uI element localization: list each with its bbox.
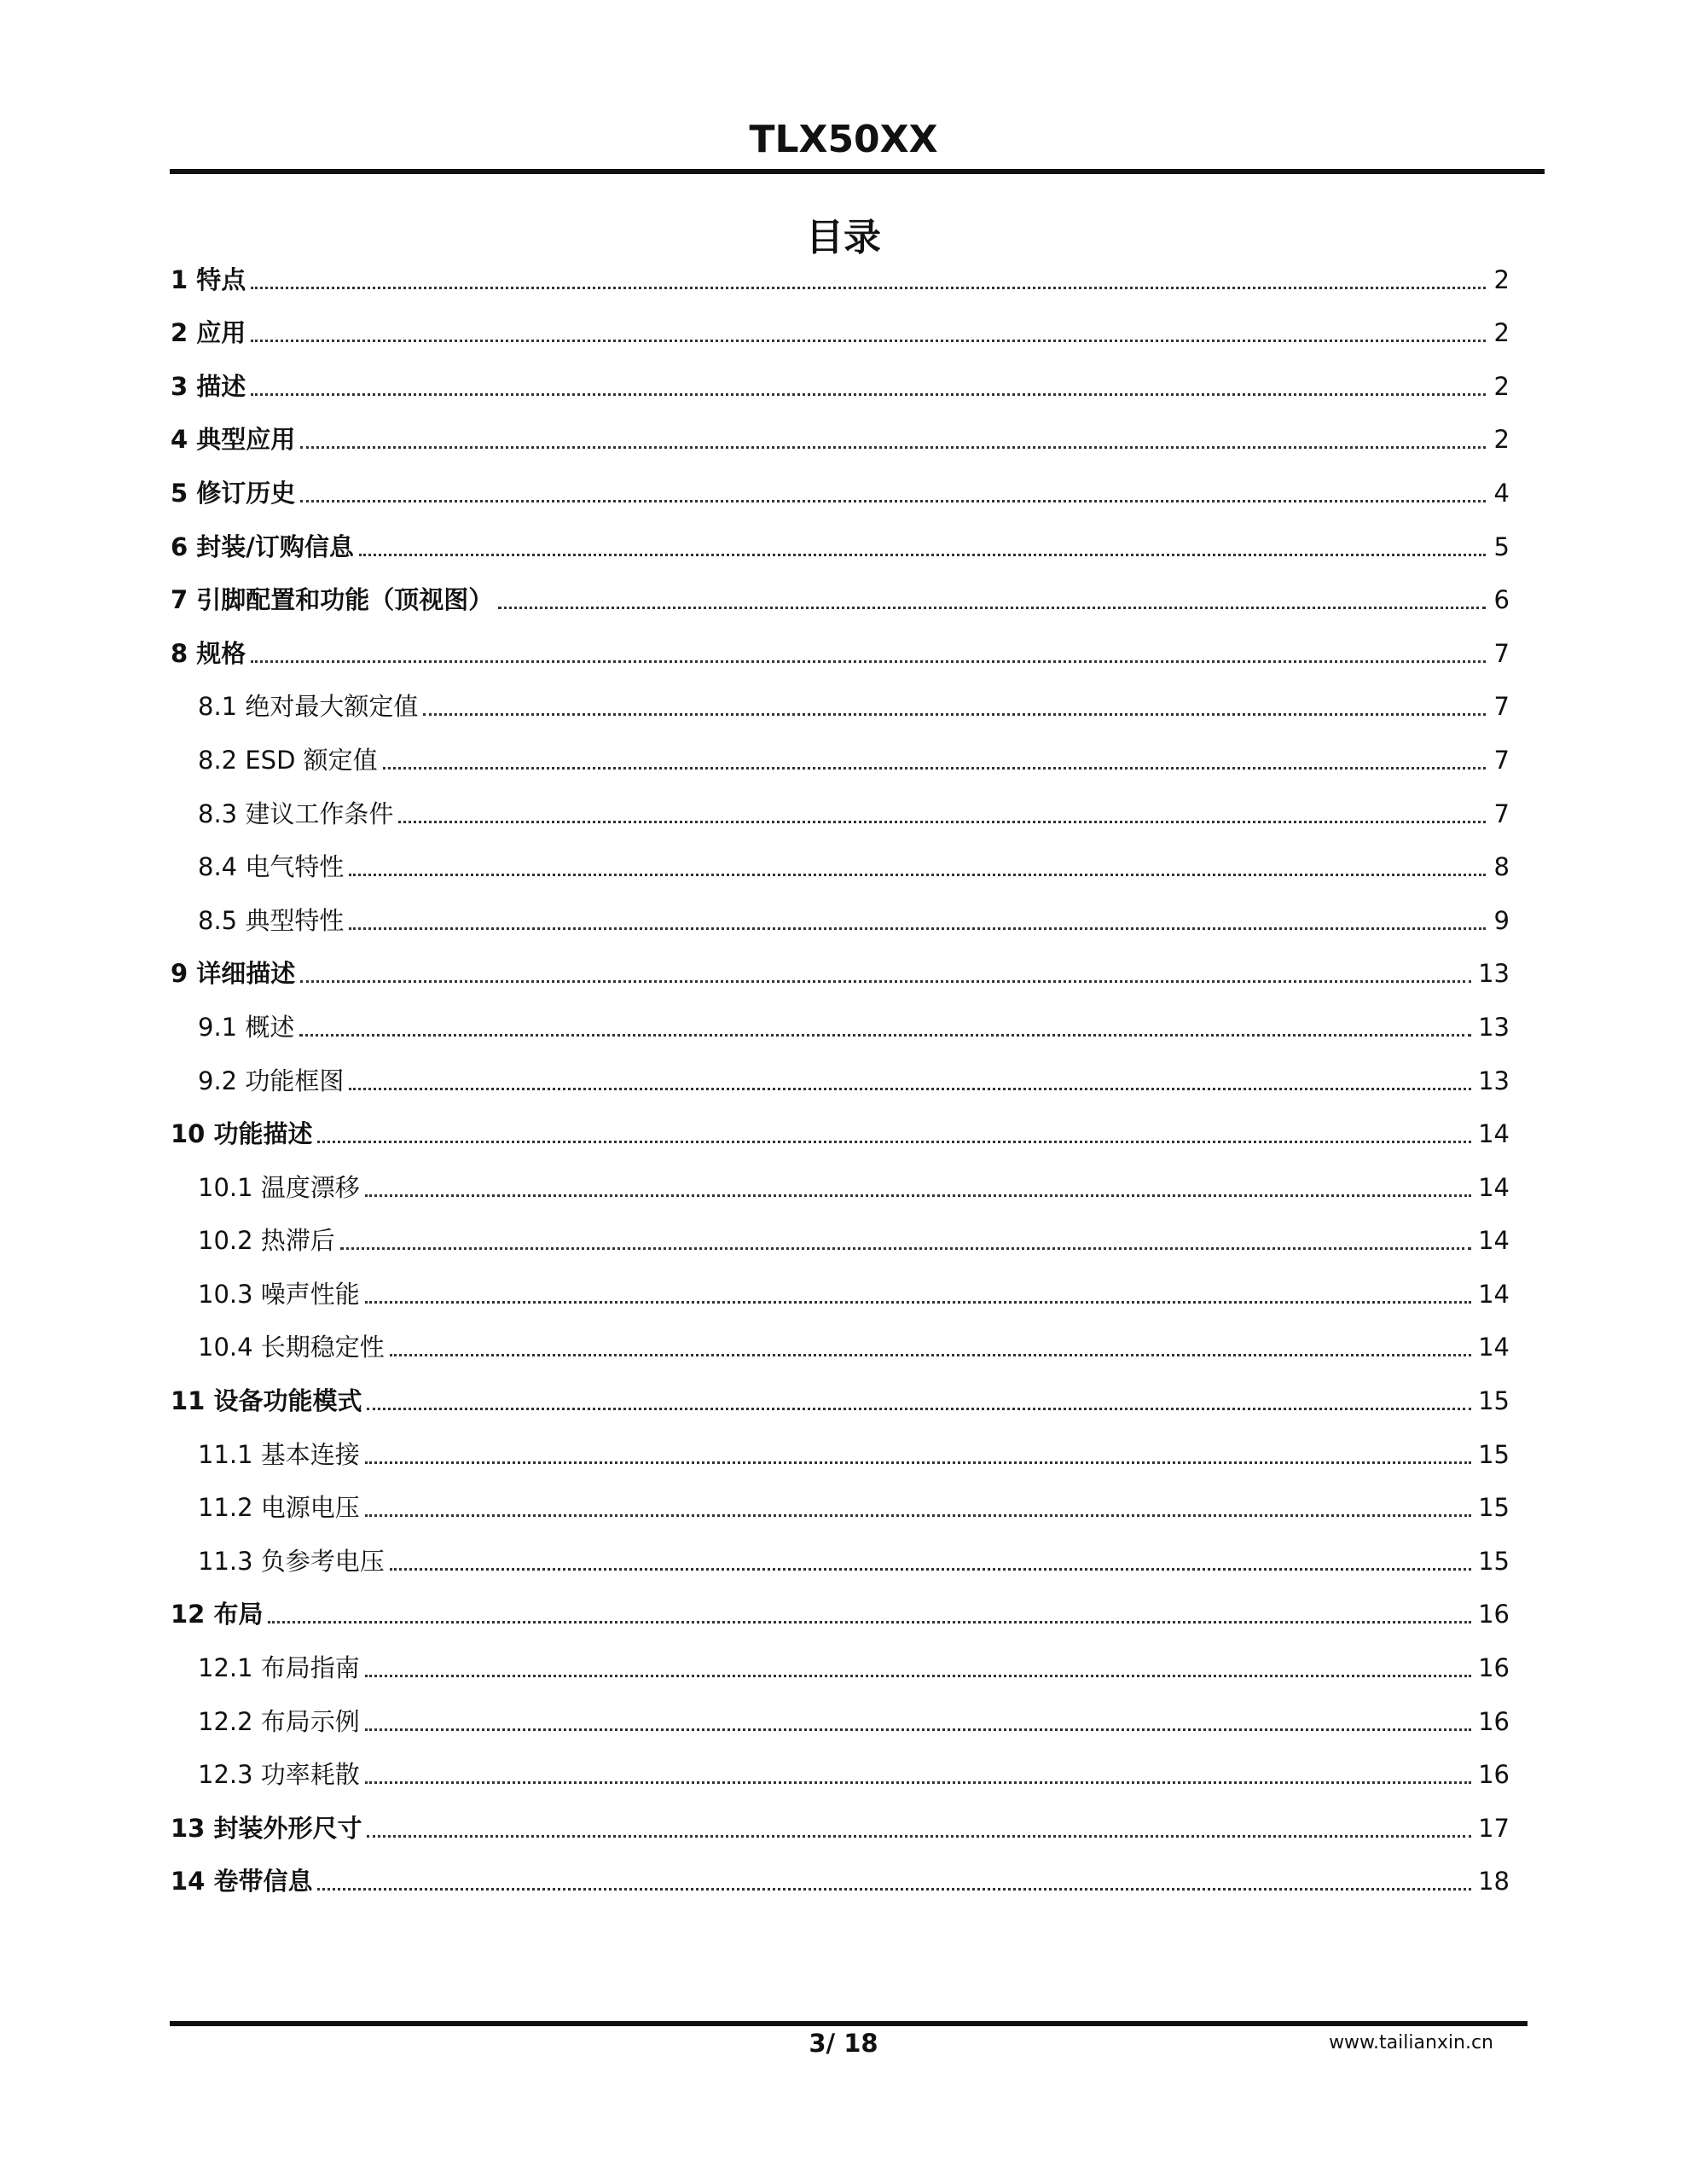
page-number: 3/ 18: [809, 2029, 878, 2058]
dot-leader: [365, 1514, 1471, 1517]
toc-entry-page: 7: [1493, 638, 1510, 668]
dot-leader: [268, 1621, 1471, 1623]
toc-entry-page: 14: [1478, 1333, 1510, 1362]
toc-entry-page: 16: [1478, 1706, 1510, 1736]
dot-leader: [349, 927, 1486, 930]
toc-entry-label: 11.3 负参考电压: [198, 1546, 385, 1576]
toc-entry-page: 15: [1478, 1386, 1510, 1416]
toc-entry-label: 8.2 ESD 额定值: [198, 745, 378, 775]
toc-entry-page: 15: [1478, 1493, 1510, 1523]
toc-entry-label: 12.2 布局示例: [198, 1706, 360, 1736]
toc-entry[interactable]: [171, 1854, 1510, 1908]
toc-entry[interactable]: [171, 1533, 1510, 1587]
dot-leader: [423, 713, 1486, 716]
toc-entry-page: 15: [1478, 1439, 1510, 1469]
toc-entry[interactable]: [171, 1426, 1510, 1480]
dot-leader: [365, 1728, 1471, 1731]
toc-entry-page: 9: [1493, 905, 1510, 935]
toc-entry-label: 12 布局: [171, 1600, 264, 1629]
toc-entry-label: 8.3 建议工作条件: [198, 799, 394, 828]
toc-entry[interactable]: [171, 1053, 1510, 1107]
toc-entry-label: 5 修订历史: [171, 478, 296, 508]
toc-entry-page: 6: [1493, 585, 1510, 615]
toc-entry[interactable]: [171, 1320, 1510, 1374]
toc-entry-label: 13 封装外形尺寸: [171, 1813, 362, 1843]
toc-entry-label: 12.3 功率耗散: [198, 1760, 360, 1790]
document-title: TLX50XX: [749, 118, 938, 161]
toc-entry-label: 12.1 布局指南: [198, 1653, 360, 1683]
toc-entry-label: 11 设备功能模式: [171, 1386, 362, 1416]
toc-entry[interactable]: [171, 1266, 1510, 1320]
toc-entry-label: 10 功能描述: [171, 1119, 313, 1149]
toc-entry[interactable]: [171, 1587, 1510, 1641]
toc-entry-page: 2: [1493, 371, 1510, 401]
toc-entry[interactable]: [171, 1480, 1510, 1534]
toc-entry-page: 7: [1493, 745, 1510, 775]
dot-leader: [365, 1461, 1471, 1464]
toc-entry-page: 13: [1478, 959, 1510, 989]
dot-leader: [365, 1301, 1471, 1304]
toc-entry-page: 14: [1478, 1279, 1510, 1309]
toc-entry-label: 11.1 基本连接: [198, 1439, 360, 1469]
toc-entry[interactable]: [171, 1373, 1510, 1426]
toc-entry-page: 2: [1493, 425, 1510, 455]
toc-entry-label: 7 引脚配置和功能（顶视图）: [171, 585, 494, 615]
toc-entry-label: 10.2 热滞后: [198, 1226, 335, 1256]
toc-entry-page: 4: [1493, 478, 1510, 508]
dot-leader: [367, 1408, 1471, 1410]
toc-entry[interactable]: [171, 519, 1510, 572]
toc-entry[interactable]: [171, 252, 1510, 305]
dot-leader: [367, 1835, 1471, 1838]
toc-entry[interactable]: [171, 1159, 1510, 1213]
dot-leader: [349, 1088, 1471, 1090]
toc-entry-label: 6 封装/订购信息: [171, 531, 354, 561]
toc-entry-label: 8.4 电气特性: [198, 852, 345, 882]
table-of-contents: [171, 252, 1510, 1907]
toc-entry-label: 11.2 电源电压: [198, 1493, 360, 1523]
toc-entry-page: 16: [1478, 1760, 1510, 1790]
toc-entry[interactable]: [171, 839, 1510, 893]
dot-leader: [398, 821, 1486, 823]
toc-entry-label: 3 描述: [171, 371, 246, 401]
dot-leader: [300, 980, 1471, 983]
toc-entry-page: 13: [1478, 1012, 1510, 1042]
toc-entry-label: 9.2 功能框图: [198, 1066, 345, 1095]
dot-leader: [498, 607, 1486, 609]
toc-entry[interactable]: [171, 999, 1510, 1053]
toc-entry-label: 14 卷带信息: [171, 1867, 313, 1896]
toc-entry-page: 13: [1478, 1066, 1510, 1095]
toc-entry[interactable]: [171, 679, 1510, 733]
toc-entry-label: 10.3 噪声性能: [198, 1279, 360, 1309]
toc-entry-page: 14: [1478, 1226, 1510, 1256]
toc-entry-label: 8.5 典型特性: [198, 905, 345, 935]
toc-entry-label: 2 应用: [171, 318, 246, 348]
toc-entry-page: 15: [1478, 1546, 1510, 1576]
toc-entry-label: 10.1 温度漂移: [198, 1172, 360, 1202]
toc-entry[interactable]: [171, 946, 1510, 1000]
toc-entry-page: 16: [1478, 1653, 1510, 1683]
toc-entry-page: 2: [1493, 264, 1510, 294]
toc-entry[interactable]: [171, 1800, 1510, 1854]
toc-entry-page: 14: [1478, 1172, 1510, 1202]
toc-entry[interactable]: [171, 572, 1510, 626]
dot-leader: [251, 660, 1486, 663]
toc-entry-page: 18: [1478, 1867, 1510, 1896]
dot-leader: [251, 393, 1486, 396]
toc-entry-page: 17: [1478, 1813, 1510, 1843]
dot-leader: [317, 1888, 1471, 1891]
toc-entry[interactable]: [171, 412, 1510, 466]
toc-entry[interactable]: [171, 305, 1510, 359]
dot-leader: [383, 767, 1486, 770]
toc-heading: 目录: [806, 216, 881, 259]
toc-entry-label: 8 规格: [171, 638, 246, 668]
toc-entry[interactable]: [171, 1213, 1510, 1267]
toc-entry-label: 8.1 绝对最大额定值: [198, 692, 419, 722]
toc-entry-label: 9.1 概述: [198, 1012, 295, 1042]
toc-entry-page: 8: [1493, 852, 1510, 882]
toc-entry[interactable]: [171, 1693, 1510, 1747]
toc-entry[interactable]: [171, 465, 1510, 519]
website-link[interactable]: www.tailianxin.cn: [1329, 2032, 1493, 2053]
toc-entry-page: 2: [1493, 318, 1510, 348]
dot-leader: [300, 446, 1486, 449]
header-divider: [170, 169, 1545, 174]
dot-leader: [365, 1675, 1471, 1677]
dot-leader: [390, 1568, 1471, 1571]
toc-entry-label: 10.4 长期稳定性: [198, 1333, 385, 1362]
toc-entry[interactable]: [171, 1107, 1510, 1160]
dot-leader: [299, 1034, 1471, 1037]
dot-leader: [359, 554, 1486, 556]
dot-leader: [317, 1141, 1471, 1143]
dot-leader: [251, 340, 1486, 342]
toc-entry-label: 1 特点: [171, 264, 246, 294]
dot-leader: [365, 1194, 1471, 1197]
dot-leader: [390, 1354, 1471, 1356]
toc-entry-label: 4 典型应用: [171, 425, 296, 455]
toc-entry[interactable]: [171, 625, 1510, 679]
footer-divider: [170, 2021, 1528, 2026]
toc-entry-page: 14: [1478, 1119, 1510, 1149]
dot-leader: [300, 500, 1486, 502]
dot-leader: [340, 1247, 1471, 1250]
toc-entry-page: 16: [1478, 1600, 1510, 1629]
toc-entry-page: 5: [1493, 531, 1510, 561]
toc-entry[interactable]: [171, 892, 1510, 946]
toc-entry[interactable]: [171, 358, 1510, 412]
toc-entry[interactable]: [171, 732, 1510, 786]
dot-leader: [251, 287, 1486, 289]
dot-leader: [365, 1781, 1471, 1784]
dot-leader: [349, 874, 1486, 876]
toc-entry-page: 7: [1493, 799, 1510, 828]
toc-entry[interactable]: [171, 1747, 1510, 1801]
toc-entry-label: 9 详细描述: [171, 959, 296, 989]
toc-entry[interactable]: [171, 786, 1510, 839]
toc-entry-page: 7: [1493, 692, 1510, 722]
toc-entry[interactable]: [171, 1640, 1510, 1693]
